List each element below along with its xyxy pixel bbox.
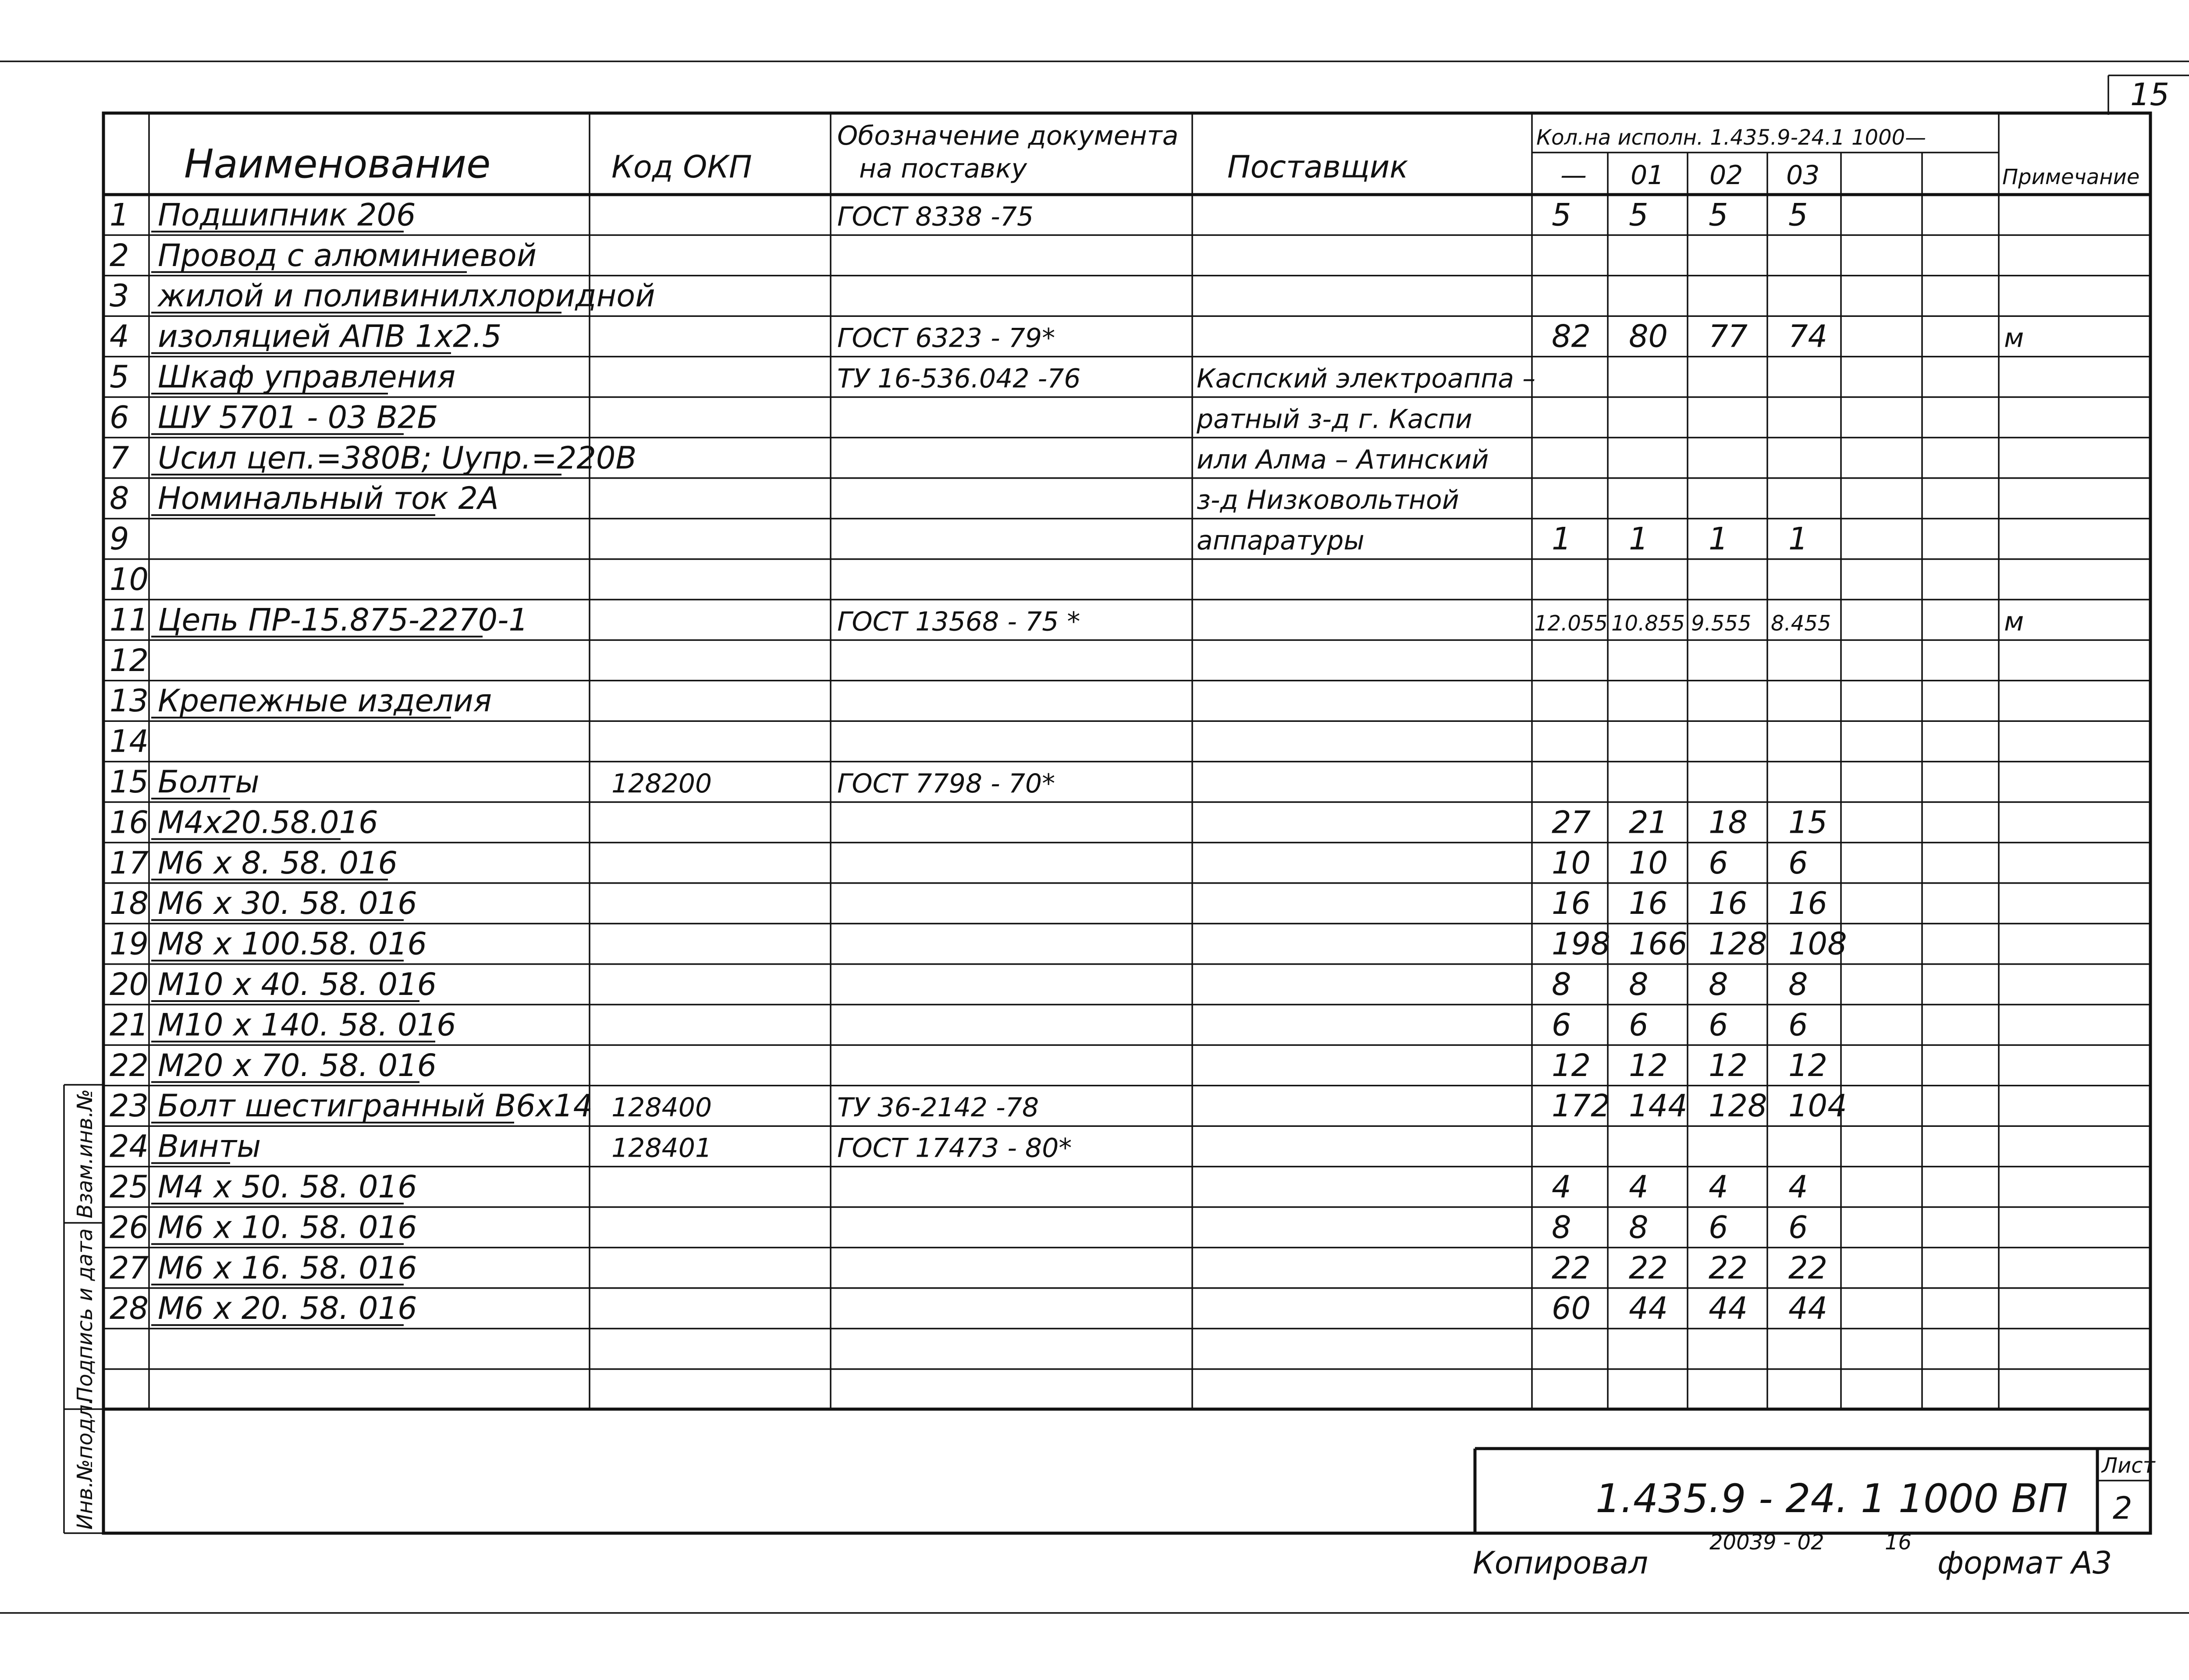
qty-value: 6 <box>1788 845 1808 881</box>
row-number: 1 <box>110 197 129 233</box>
row-number: 4 <box>110 318 129 355</box>
qty-value: 8 <box>1629 1209 1649 1246</box>
col-header-okp: Код ОКП <box>611 149 752 185</box>
stamp-inv-podl: Инв.№подл. <box>73 1398 97 1530</box>
row-number: 8 <box>110 480 129 517</box>
qty-value: 108 <box>1788 926 1847 962</box>
table-row <box>103 764 2150 802</box>
supplier-name: или Алма – Атинский <box>1197 444 1489 475</box>
qty-value: 166 <box>1629 926 1688 962</box>
row-number: 19 <box>110 926 149 962</box>
qty-value: 44 <box>1788 1290 1828 1327</box>
qty-value: 12.055 <box>1534 611 1608 636</box>
row-number: 28 <box>110 1290 149 1327</box>
table-row <box>103 602 2150 640</box>
qty-value: 128 <box>1709 1088 1767 1124</box>
qty-value: 8 <box>1629 966 1649 1002</box>
qty-value: 10 <box>1629 845 1668 881</box>
qty-value: 60 <box>1552 1290 1591 1327</box>
qty-value: 6 <box>1709 845 1728 881</box>
footer-format: формат А3 <box>1937 1545 2112 1581</box>
row-number: 6 <box>110 399 129 436</box>
corner-number: 15 <box>2130 77 2170 113</box>
row-number: 12 <box>110 642 149 678</box>
qty-value: 16 <box>1552 885 1591 922</box>
item-name: М6 x 20. 58. 016 <box>158 1290 417 1327</box>
item-name: М8 x 100.58. 016 <box>158 926 427 962</box>
row-number: 15 <box>110 764 149 800</box>
doc-reference: ТУ 36-2142 -78 <box>837 1092 1039 1123</box>
row-number: 27 <box>110 1250 149 1286</box>
item-name: Крепежные изделия <box>158 683 492 719</box>
row-number: 17 <box>110 845 149 881</box>
table-row <box>103 1169 2150 1207</box>
corner-number-box <box>2108 75 2189 115</box>
qty-value: 4 <box>1788 1169 1808 1205</box>
table-row <box>103 1209 2150 1247</box>
qty-value: 12 <box>1552 1047 1591 1083</box>
table-row <box>103 319 2150 357</box>
item-name: Цепь ПР-15.875-2270-1 <box>158 602 528 638</box>
qty-value: 9.555 <box>1691 611 1752 636</box>
header-texts <box>184 121 2139 191</box>
footer-page: 16 <box>1885 1530 1912 1555</box>
document-designation: 1.435.9 - 24. 1 1000 ВП <box>1596 1476 2068 1522</box>
qty-value: 8 <box>1788 966 1808 1002</box>
qty-col-1: 01 <box>1631 160 1664 191</box>
qty-value: 1 <box>1709 521 1728 557</box>
qty-value: 6 <box>1552 1007 1571 1043</box>
stamp-signature-date: Подпись и дата <box>73 1228 97 1403</box>
supplier-name: Каспский электроаппа – <box>1197 363 1536 394</box>
footer-copied: Копировал <box>1473 1545 1648 1581</box>
qty-value: 4 <box>1709 1169 1728 1205</box>
table-row <box>103 238 2150 276</box>
qty-value: 16 <box>1629 885 1668 922</box>
table-row <box>103 1290 2150 1328</box>
qty-value: 4 <box>1629 1169 1649 1205</box>
item-name: Шкаф управления <box>158 359 456 395</box>
table-row <box>103 399 2150 437</box>
table-row <box>103 643 2150 681</box>
row-number: 11 <box>110 602 149 638</box>
table-row <box>103 440 2150 478</box>
col-header-qty-title: Кол.на исполн. 1.435.9-24.1 1000— <box>1536 125 1926 150</box>
row-number: 24 <box>110 1128 149 1165</box>
footer-order: 20039 - 02 <box>1709 1530 1824 1555</box>
item-name: М10 x 140. 58. 016 <box>158 1007 456 1043</box>
col-header-doc-line1: Обозначение документа <box>837 121 1179 151</box>
item-name: М20 x 70. 58. 016 <box>158 1047 437 1083</box>
title-block <box>1475 1449 2156 1533</box>
col-header-note: Примечание <box>2002 165 2140 189</box>
row-number: 23 <box>110 1088 149 1124</box>
doc-reference: ГОСТ 13568 - 75 * <box>837 606 1080 637</box>
qty-value: 12 <box>1709 1047 1748 1083</box>
qty-value: 77 <box>1709 318 1748 355</box>
row-number: 25 <box>110 1169 149 1205</box>
qty-value: 8 <box>1552 1209 1571 1246</box>
qty-value: 82 <box>1552 318 1591 355</box>
okp-code: 128401 <box>611 1133 712 1164</box>
qty-value: 12 <box>1788 1047 1828 1083</box>
doc-reference: ГОСТ 17473 - 80* <box>837 1133 1072 1164</box>
row-number: 21 <box>110 1007 149 1043</box>
qty-value: 22 <box>1629 1250 1668 1286</box>
item-name: М4 x 50. 58. 016 <box>158 1169 417 1205</box>
item-name: Болты <box>158 764 259 800</box>
row-number: 2 <box>110 237 129 273</box>
table-row <box>103 1088 2150 1126</box>
qty-value: 16 <box>1788 885 1828 922</box>
table-row <box>103 561 2150 600</box>
table-rows <box>103 197 2150 1410</box>
qty-value: 8.455 <box>1771 611 1831 636</box>
qty-value: 16 <box>1709 885 1748 922</box>
item-name: изоляцией АПВ 1x2.5 <box>158 318 502 355</box>
col-header-name: Наименование <box>184 141 491 187</box>
item-name: М4x20.58.016 <box>158 804 378 841</box>
row-number: 10 <box>110 561 149 597</box>
table-row <box>103 1048 2150 1086</box>
qty-value: 10.855 <box>1611 611 1685 636</box>
qty-value: 1 <box>1788 521 1808 557</box>
table-row <box>103 359 2150 397</box>
row-number: 5 <box>110 359 129 395</box>
qty-value: 5 <box>1788 197 1808 233</box>
qty-value: 5 <box>1709 197 1728 233</box>
qty-value: 128 <box>1709 926 1767 962</box>
qty-value: 5 <box>1629 197 1649 233</box>
qty-value: 172 <box>1552 1088 1610 1124</box>
item-name: М6 x 10. 58. 016 <box>158 1209 417 1246</box>
stamp-vzam-inv: Взам.инв.№ <box>73 1089 97 1218</box>
qty-value: 144 <box>1629 1088 1688 1124</box>
qty-value: 6 <box>1709 1007 1728 1043</box>
row-number: 3 <box>110 278 129 314</box>
row-number: 22 <box>110 1047 149 1083</box>
qty-value: 15 <box>1788 804 1828 841</box>
table-row <box>103 724 2150 762</box>
doc-reference: ГОСТ 8338 -75 <box>837 201 1034 232</box>
row-number: 14 <box>110 723 149 760</box>
qty-value: 44 <box>1709 1290 1748 1327</box>
table-row <box>103 683 2150 721</box>
qty-value: 22 <box>1709 1250 1748 1286</box>
table-row <box>103 885 2150 923</box>
qty-value: 80 <box>1629 318 1668 355</box>
qty-value: 5 <box>1552 197 1571 233</box>
table-row <box>103 278 2150 316</box>
item-name: Провод с алюминиевой <box>158 237 537 273</box>
qty-value: 74 <box>1788 318 1828 355</box>
qty-value: 6 <box>1788 1209 1808 1246</box>
row-number: 16 <box>110 804 149 841</box>
item-name: Болт шестигранный В6x14 <box>158 1088 593 1124</box>
sheet-number: 2 <box>2113 1490 2132 1526</box>
note-value: м <box>2004 606 2024 637</box>
qty-value: 44 <box>1629 1290 1668 1327</box>
table-row <box>103 966 2150 1005</box>
note-value: м <box>2004 323 2024 354</box>
row-number: 9 <box>110 521 129 557</box>
col-header-doc-line2: на поставку <box>859 153 1027 184</box>
doc-reference: ТУ 16-536.042 -76 <box>837 363 1081 394</box>
row-number: 18 <box>110 885 149 922</box>
okp-code: 128400 <box>611 1092 712 1123</box>
footer <box>1473 1530 2112 1581</box>
row-number: 20 <box>110 966 149 1002</box>
table-row <box>103 1250 2150 1288</box>
qty-col-3: 03 <box>1786 160 1820 191</box>
table-row <box>103 804 2150 842</box>
qty-value: 6 <box>1709 1209 1728 1246</box>
qty-value: 198 <box>1552 926 1610 962</box>
qty-value: 4 <box>1552 1169 1571 1205</box>
table-row <box>103 521 2150 559</box>
table-row <box>103 1129 2150 1167</box>
item-name: ШУ 5701 - 03 В2Б <box>158 399 438 436</box>
qty-value: 8 <box>1552 966 1571 1002</box>
qty-value: 21 <box>1629 804 1668 841</box>
item-name: М6 x 30. 58. 016 <box>158 885 417 922</box>
doc-reference: ГОСТ 6323 - 79* <box>837 323 1055 354</box>
item-name: Uсил цеп.=380В; Uупр.=220В <box>158 440 637 476</box>
row-number: 26 <box>110 1209 149 1246</box>
table-row <box>103 845 2150 883</box>
qty-value: 1 <box>1629 521 1649 557</box>
doc-reference: ГОСТ 7798 - 70* <box>837 768 1055 799</box>
table-row <box>103 480 2150 519</box>
item-name: Подшипник 206 <box>158 197 416 233</box>
item-name: М10 x 40. 58. 016 <box>158 966 437 1002</box>
row-number: 7 <box>110 440 129 476</box>
item-name: М6 x 16. 58. 016 <box>158 1250 417 1286</box>
qty-value: 27 <box>1552 804 1591 841</box>
qty-value: 22 <box>1552 1250 1591 1286</box>
okp-code: 128200 <box>611 768 712 799</box>
qty-value: 1 <box>1552 521 1571 557</box>
supplier-name: ратный з-д г. Каспи <box>1197 404 1472 435</box>
qty-value: 10 <box>1552 845 1591 881</box>
col-header-supplier: Поставщик <box>1227 149 1408 185</box>
qty-col-0: — <box>1560 160 1587 191</box>
qty-col-2: 02 <box>1709 160 1743 191</box>
qty-value: 6 <box>1788 1007 1808 1043</box>
side-stamp <box>64 1085 103 1533</box>
table-row <box>103 197 2150 235</box>
qty-value: 12 <box>1629 1047 1668 1083</box>
item-name: М6 x 8. 58. 016 <box>158 845 398 881</box>
sheet-label: Лист <box>2102 1453 2155 1478</box>
supplier-name: з-д Низковольтной <box>1197 485 1459 516</box>
qty-value: 104 <box>1788 1088 1847 1124</box>
supplier-name: аппаратуры <box>1197 525 1365 556</box>
qty-value: 22 <box>1788 1250 1828 1286</box>
qty-value: 8 <box>1709 966 1728 1002</box>
qty-value: 18 <box>1709 804 1748 841</box>
item-name: Винты <box>158 1128 261 1165</box>
table-row <box>103 926 2150 964</box>
item-name: Номинальный ток 2А <box>158 480 499 517</box>
table-row <box>103 1007 2150 1045</box>
row-number: 13 <box>110 683 149 719</box>
item-name: жилой и поливинилхлоридной <box>158 278 655 314</box>
qty-value: 6 <box>1629 1007 1649 1043</box>
